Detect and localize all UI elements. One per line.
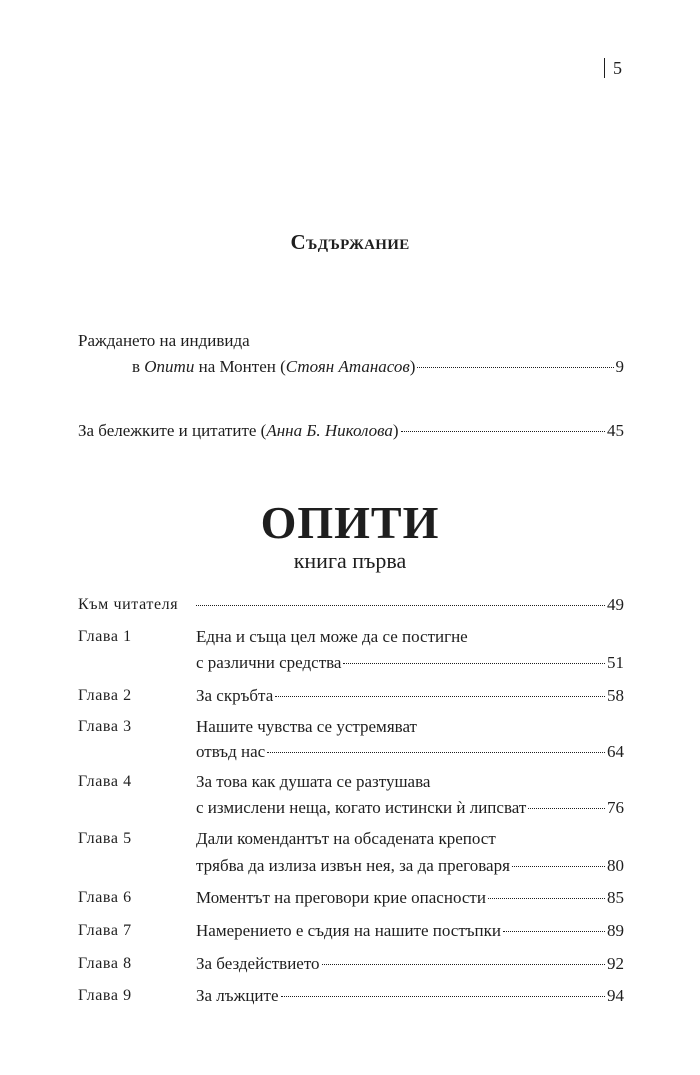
chapter-2-title: За скръбта [196,686,274,705]
chapter-2-entry [196,685,624,707]
chapter-3-title-line2: отвъд нас [196,742,266,761]
chapter-3-title-line1: Нашите чувства се устремяват [196,717,417,736]
chapter-5-page: 80 [607,856,624,875]
book-title: ОПИТИ [260,497,440,548]
intro-entry-1-prefix: в [132,357,145,376]
chapter-7-entry [196,920,624,942]
intro-entry-1-suffix: ) [409,357,416,376]
chapter-6-entry [196,887,624,909]
intro-entry-2-prefix: За бележките и цитатите ( [78,421,267,440]
chapter-1-title-line1: Една и съща цел може да се постигне [196,627,468,646]
chapter-4-page: 76 [607,798,624,817]
dot-leader [322,964,605,965]
to-reader-page: 49 [607,595,624,614]
intro-entry-2-author: Анна Б. Николова [266,421,393,440]
chapter-8-label: Глава 8 [78,955,132,972]
dot-leader [528,808,605,809]
chapter-8-title: За бездействието [196,954,320,973]
chapter-8-page: 92 [607,954,624,973]
intro-entry-2 [78,420,624,442]
dot-leader [488,898,605,899]
chapter-7-page: 89 [607,921,624,940]
toc-heading [0,230,700,255]
chapter-3-label: Глава 3 [78,718,132,735]
chapter-6-page: 85 [607,888,624,907]
chapter-3-page: 64 [607,742,624,761]
intro-entry-1-line2 [132,356,624,378]
intro-entry-1-text [132,356,415,378]
dot-leader [275,696,605,697]
intro-entry-1-author: Стоян Атанасов [285,357,410,376]
intro-entry-1-page: 9 [615,357,624,376]
chapter-8-entry [196,953,624,975]
page-number: 5 [604,58,622,78]
chapter-9-page: 94 [607,986,624,1005]
dot-leader [267,752,605,753]
chapter-5-title-line1: Дали комендантът на обсадената крепост [196,829,496,848]
to-reader-entry [196,594,624,616]
chapter-6-title: Моментът на преговори крие опасности [196,888,486,907]
chapter-1-page: 51 [607,653,624,672]
chapter-1-title-line2: с различни средства [196,653,342,672]
chapter-9-label: Глава 9 [78,987,132,1004]
chapter-6-label: Глава 6 [78,889,132,906]
chapter-2-page: 58 [607,686,624,705]
chapter-9-entry [196,985,624,1007]
chapter-3-entry [196,741,624,763]
intro-entry-1-italic-title: Опити [144,357,195,376]
dot-leader [401,431,605,432]
intro-entry-2-suffix: ) [392,421,399,440]
chapter-4-title-line1: За това как душата се разтушава [196,772,431,791]
chapter-1-label: Глава 1 [78,628,132,645]
book-subtitle: книга първа [293,548,407,573]
intro-entry-1-line1: Раждането на индивида [78,331,250,350]
chapter-4-label: Глава 4 [78,773,132,790]
intro-entry-2-page: 45 [607,421,624,440]
dot-leader [512,866,605,867]
chapter-2-label: Глава 2 [78,687,132,704]
chapter-4-entry [196,797,624,819]
dot-leader [196,605,605,606]
toc-heading-text: Съдържание [290,230,410,254]
chapter-5-title-line2: трябва да излиза извън нея, за да преговаря [196,856,510,875]
intro-entry-1-mid: на Монтен ( [194,357,286,376]
chapter-1-entry [196,652,624,674]
dot-leader [343,663,605,664]
chapter-7-label: Глава 7 [78,922,132,939]
dot-leader [417,367,613,368]
dot-leader [281,996,605,997]
chapter-4-title-line2: с измислени неща, когато истински ѝ липсват [196,798,527,817]
dot-leader [503,931,605,932]
chapter-5-entry [196,855,624,877]
chapter-9-title: За лъжците [196,986,279,1005]
intro-entry-2-text [78,420,399,442]
chapter-5-label: Глава 5 [78,830,132,847]
to-reader-label: Към читателя [78,596,179,613]
chapter-7-title: Намерението е съдия на нашите постъпки [196,921,502,940]
